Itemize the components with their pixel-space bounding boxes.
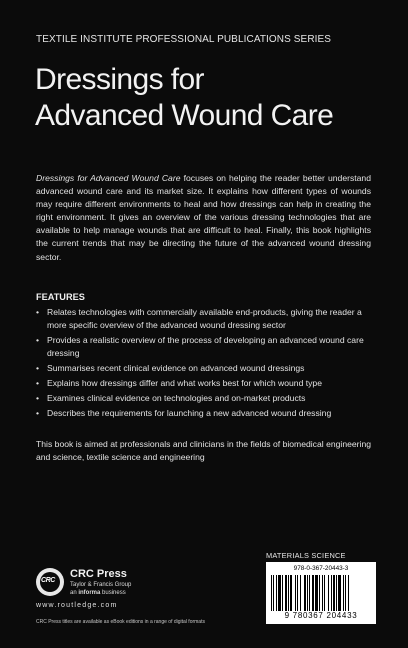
publisher-group: Taylor & Francis Group <box>70 582 132 588</box>
feature-item: • Summarises recent clinical evidence on advanced wound dressings <box>36 363 305 373</box>
informa-line: an informa business <box>70 590 126 596</box>
publisher-name: CRC Press <box>70 568 127 580</box>
isbn-bottom-text: 9 780367 204433 <box>284 611 358 620</box>
bullet-icon: • <box>36 363 40 373</box>
description-text: focuses on helping the reader better understand advanced wound care and its market size. It explains how different types of wounds may require different environments to heal and how dressings can help in creating the right environment. It gives an overview of the various dressing technologies that are available to help manage wounds that are difficult to heal. Finally, this book highlights the current trends that may be directing the future of the advanced wound dressing sector. <box>36 173 371 262</box>
bullet-icon: • <box>36 335 40 345</box>
barcode-bars-icon <box>271 575 371 611</box>
feature-item: • Relates technologies with commercially available end-products, giving the reader a more specific overview of the advanced wound dressing sector <box>36 307 362 330</box>
bullet-icon: • <box>36 378 40 388</box>
crc-press-logo-icon <box>36 568 64 596</box>
feature-item: • Provides a realistic overview of the process of developing an advanced wound care dressing <box>36 335 364 358</box>
publisher-url: www.routledge.com <box>36 602 118 609</box>
bullet-icon: • <box>36 393 40 403</box>
book-title-line-1: Dressings for <box>35 63 204 96</box>
book-title <box>35 62 333 134</box>
bullet-icon: • <box>36 408 40 418</box>
series-title: TEXTILE INSTITUTE PROFESSIONAL PUBLICATIONS SERIES <box>36 34 332 45</box>
feature-item: • Describes the requirements for launching a new advanced wound dressing <box>36 408 332 418</box>
features-heading: FEATURES <box>36 292 85 302</box>
features-list <box>36 306 371 422</box>
feature-item: • Examines clinical evidence on technologies and on-market products <box>36 393 306 403</box>
description-italic-title: Dressings for Advanced Wound Care <box>36 173 181 183</box>
feature-item: • Explains how dressings differ and what works best for which wound type <box>36 378 322 388</box>
logo-text: CRC <box>41 577 55 584</box>
book-title-line-2: Advanced Wound Care <box>35 99 334 132</box>
isbn-barcode <box>266 562 376 624</box>
audience-statement: This book is aimed at professionals and clinicians in the fields of biomedical engineering and science, textile science and engineering <box>36 439 371 463</box>
bullet-icon: • <box>36 307 40 317</box>
ebook-note: CRC Press titles are available as eBook editions in a range of digital formats <box>36 619 205 625</box>
book-description <box>36 172 371 264</box>
subject-category: MATERIALS SCIENCE <box>266 551 346 560</box>
isbn-top-text: 978-0-367-20443-3 <box>293 565 349 572</box>
